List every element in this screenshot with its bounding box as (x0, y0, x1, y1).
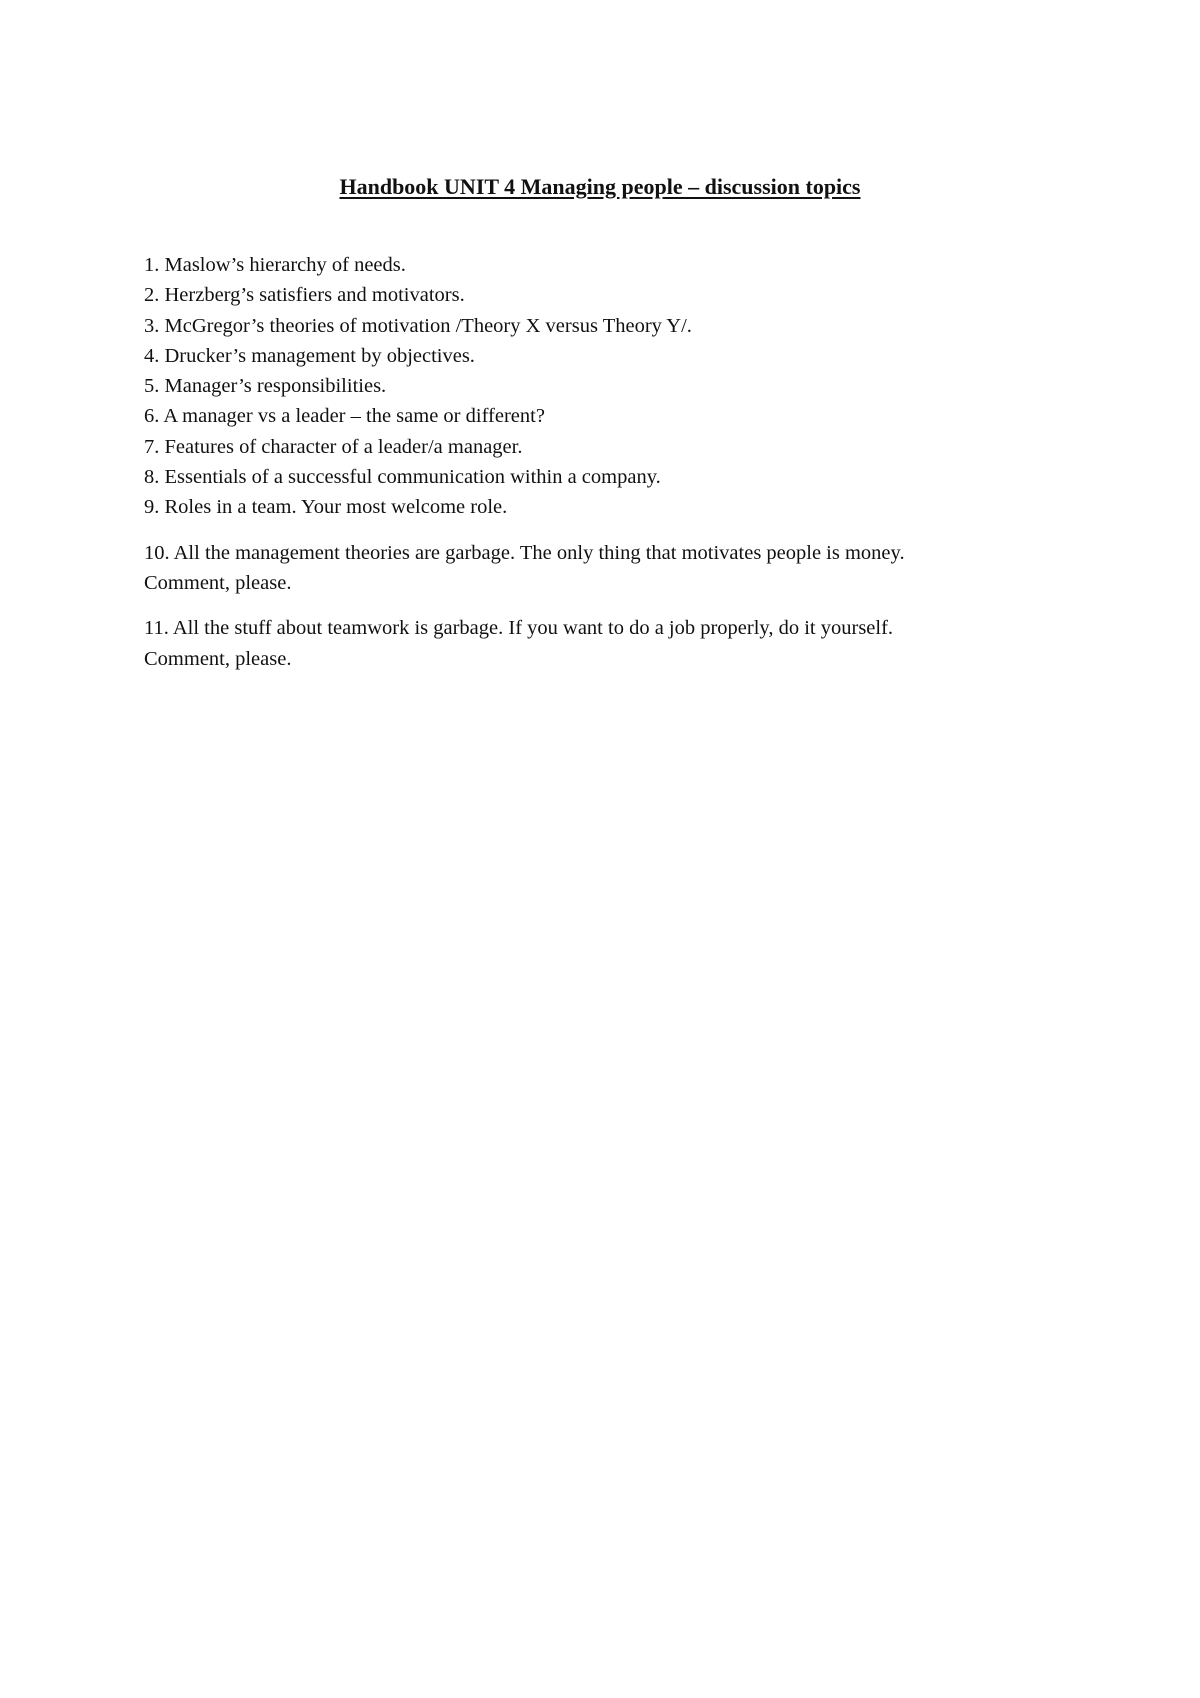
paragraph-line: Comment, please. (144, 571, 292, 594)
topic-paragraph-10 (144, 538, 1064, 599)
topic-item: 9. Roles in a team. Your most welcome role. (144, 496, 508, 519)
topic-item: 7. Features of character of a leader/a manager. (144, 435, 523, 458)
paragraph-line: 11. All the stuff about teamwork is garbage. If you want to do a job properly, do it yourself. (144, 617, 894, 640)
topic-item: 3. McGregor’s theories of motivation /Theory X versus Theory Y/. (144, 314, 692, 337)
topic-item: 6. A manager vs a leader – the same or different? (144, 405, 545, 428)
paragraph-line: 10. All the management theories are garbage. The only thing that motivates people is money. (144, 541, 905, 564)
topic-item: 5. Manager’s responsibilities. (144, 375, 387, 398)
discussion-topics-list (144, 250, 1064, 674)
topic-paragraph-11 (144, 613, 1064, 674)
topic-item: 2. Herzberg’s satisfiers and motivators. (144, 284, 465, 307)
document-title: Handbook UNIT 4 Managing people – discussion topics (339, 174, 861, 199)
topic-item: 8. Essentials of a successful communication within a company. (144, 466, 661, 489)
topic-item: 1. Maslow’s hierarchy of needs. (144, 254, 406, 276)
topic-item: 4. Drucker’s management by objectives. (144, 344, 475, 367)
paragraph-line: Comment, please. (144, 647, 292, 670)
